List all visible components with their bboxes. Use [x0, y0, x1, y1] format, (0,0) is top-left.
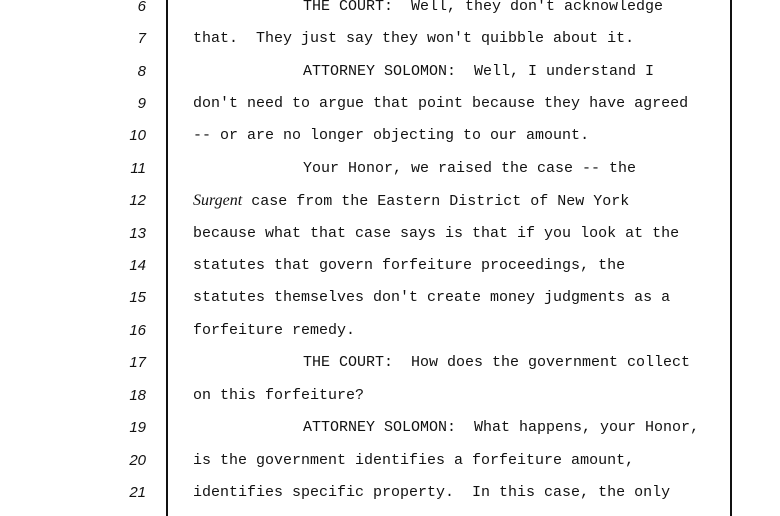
line-text: because what that case says is that if you look at the — [193, 225, 680, 242]
line-number: 16 — [129, 322, 146, 339]
line-number: 6 — [137, 0, 146, 15]
line-text — [193, 191, 629, 212]
transcript-line — [0, 321, 780, 353]
line-number: 19 — [129, 419, 146, 436]
line-number: 17 — [129, 354, 146, 371]
line-text-rest: case from the Eastern District of New York — [242, 193, 630, 210]
line-text: THE COURT: Well, they don't acknowledge — [303, 0, 664, 15]
line-number: 11 — [130, 160, 146, 177]
line-number: 8 — [137, 63, 146, 80]
transcript-line — [0, 62, 780, 94]
transcript-line — [0, 353, 780, 385]
line-text: THE COURT: How does the government collect — [303, 354, 691, 371]
transcript-line — [0, 126, 780, 158]
transcript-line — [0, 159, 780, 191]
line-number: 13 — [129, 225, 146, 242]
line-number: 18 — [129, 387, 146, 404]
transcript-line — [0, 451, 780, 483]
line-text: on this forfeiture? — [193, 387, 365, 404]
line-number: 14 — [129, 257, 146, 274]
transcript-line — [0, 94, 780, 126]
transcript-line — [0, 191, 780, 223]
line-text: -- or are no longer objecting to our amount. — [193, 127, 590, 144]
transcript-line — [0, 256, 780, 288]
line-text: identifies specific property. In this case, the only — [193, 484, 671, 501]
line-number: 7 — [137, 30, 146, 47]
line-text: forfeiture remedy. — [193, 322, 356, 339]
line-text: don't need to argue that point because they have agreed — [193, 95, 689, 112]
transcript-line — [0, 224, 780, 256]
line-number: 15 — [129, 289, 146, 306]
transcript-line — [0, 29, 780, 61]
line-number: 21 — [129, 484, 146, 501]
line-text: ATTORNEY SOLOMON: Well, I understand I — [303, 63, 655, 80]
line-text: statutes themselves don't create money judgments as a — [193, 289, 671, 306]
transcript-line — [0, 418, 780, 450]
transcript-line — [0, 483, 780, 515]
transcript-line — [0, 288, 780, 320]
line-number: 9 — [137, 95, 146, 112]
line-number: 10 — [129, 127, 146, 144]
case-name: Surgent — [193, 192, 243, 209]
line-text: Your Honor, we raised the case -- the — [303, 160, 637, 177]
line-text: statutes that govern forfeiture proceedings, the — [193, 257, 626, 274]
line-number: 20 — [129, 452, 146, 469]
transcript-line — [0, 386, 780, 418]
transcript-line — [0, 0, 780, 29]
line-text: that. They just say they won't quibble about it. — [193, 30, 635, 47]
line-text: ATTORNEY SOLOMON: What happens, your Honor, — [303, 419, 700, 436]
line-text: is the government identifies a forfeiture amount, — [193, 452, 635, 469]
line-number: 12 — [129, 192, 146, 209]
